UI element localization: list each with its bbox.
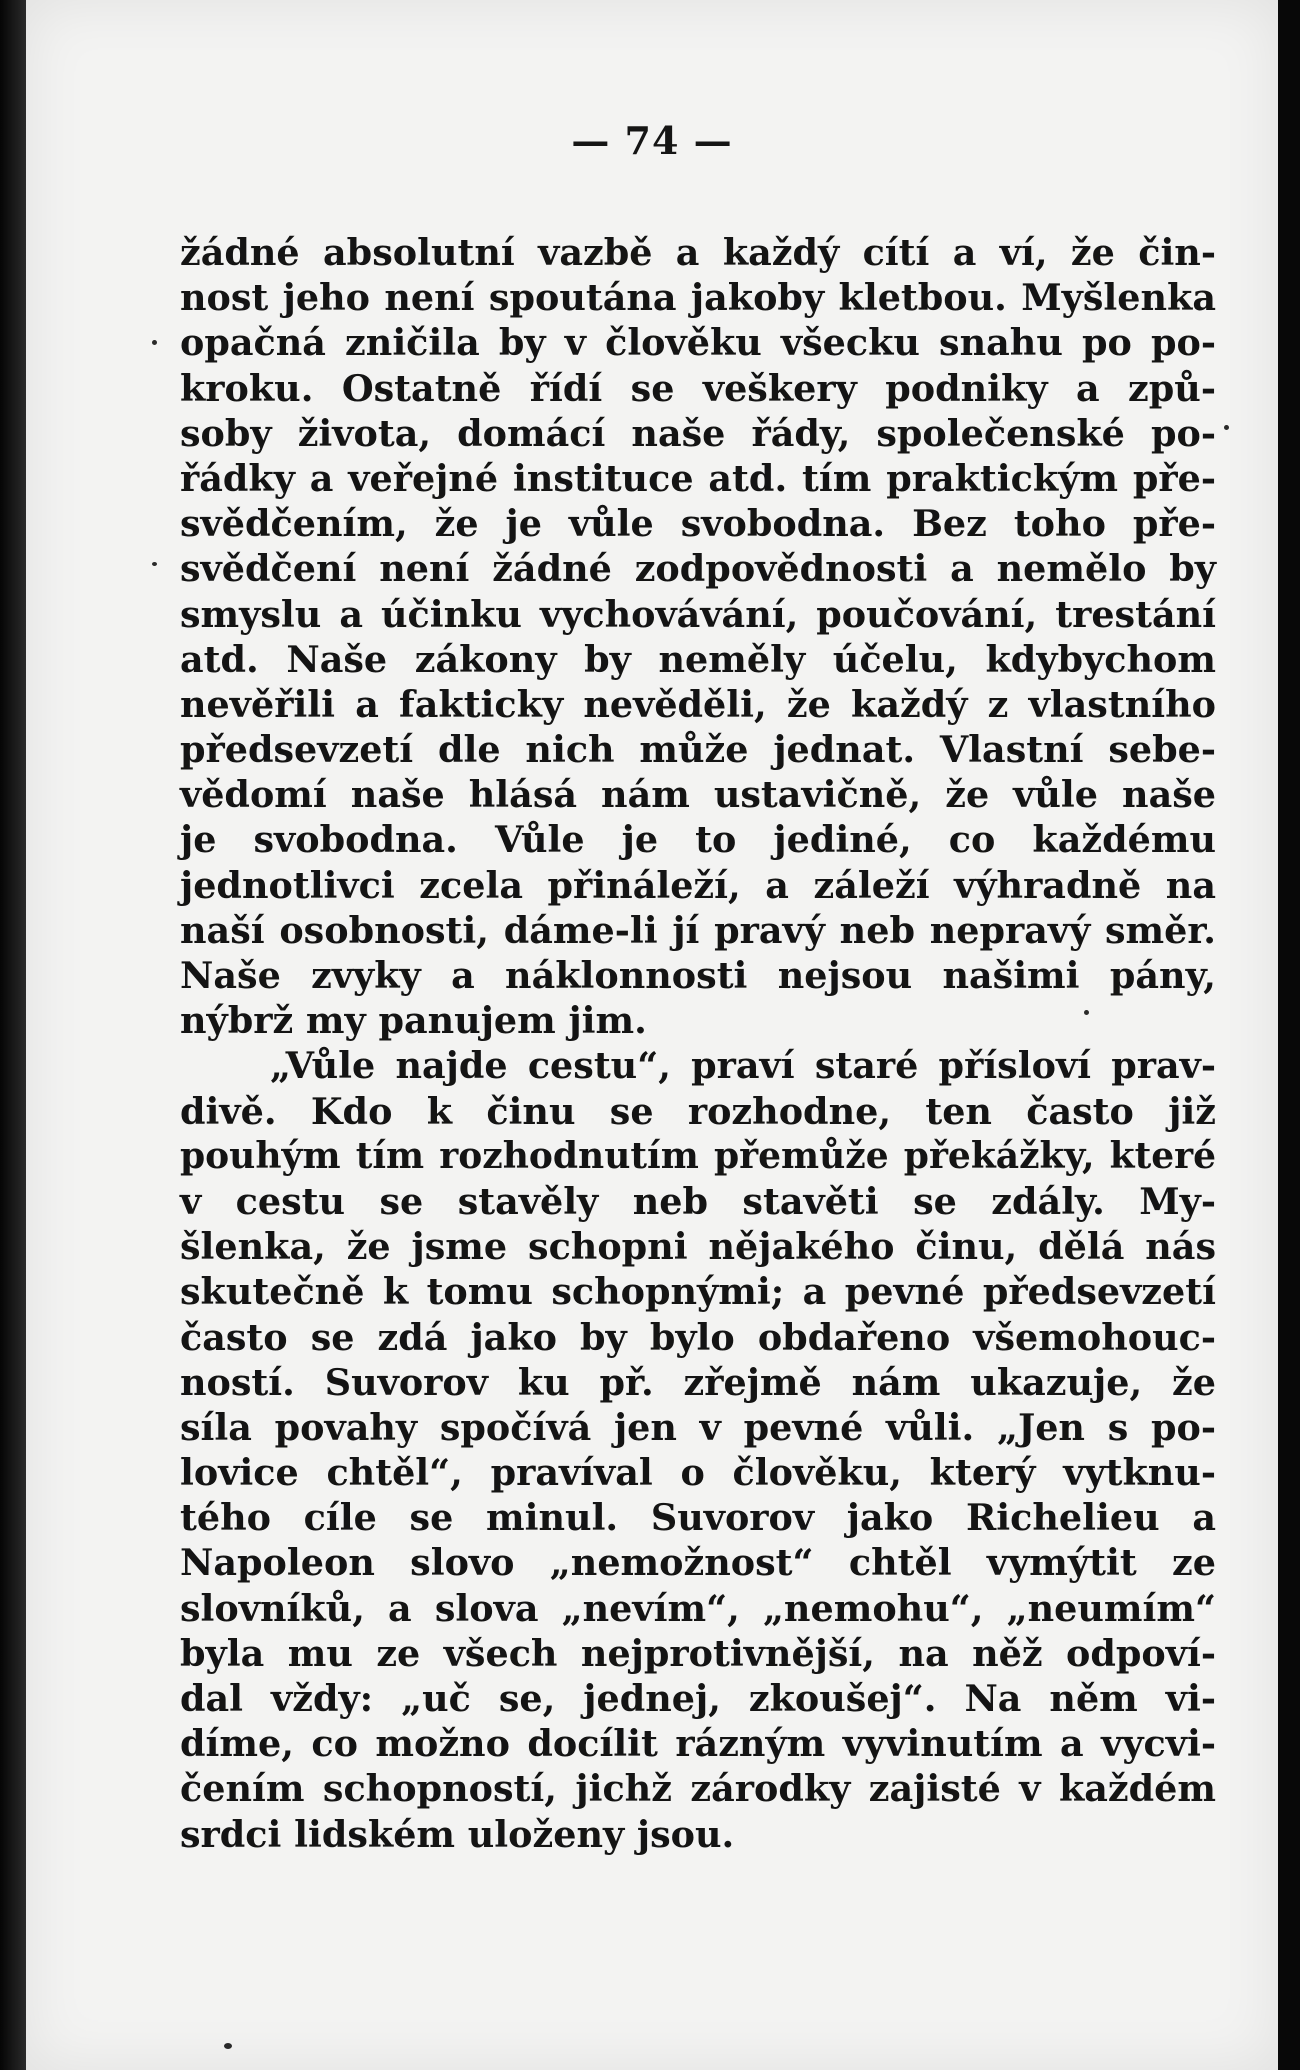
print-speck	[224, 2043, 232, 2049]
text-line: svědčení není žádné zodpovědnosti a nemělo by	[180, 547, 1216, 591]
text-line: díme, co možno docílit rázným vyvinutím a vycvi-	[180, 1722, 1216, 1766]
text-line: v cestu se stavěly neb stavěti se zdály. My-	[180, 1179, 1216, 1223]
text-line: vědomí naše hlásá nám ustavičně, že vůle naše	[180, 773, 1216, 817]
text-line: kroku. Ostatně řídí se veškery podniky a způ-	[180, 366, 1216, 410]
scan-left-edge	[0, 0, 26, 2070]
text-line: smyslu a účinku vychovávání, poučování, trestání	[180, 592, 1216, 636]
text-line: předsevzetí dle nich může jednat. Vlastní sebe-	[180, 728, 1216, 772]
text-line: řádky a veřejné instituce atd. tím praktickým pře-	[180, 456, 1216, 500]
text-line: atd. Naše zákony by neměly účelu, kdybychom	[180, 637, 1216, 681]
text-line: srdci lidském uloženy jsou.	[180, 1812, 735, 1856]
text-line: lovice chtěl“, pravíval o člověku, který vytknu-	[180, 1451, 1216, 1495]
scan-right-edge	[1278, 0, 1300, 2070]
text-line: divě. Kdo k činu se rozhodne, ten často již	[180, 1089, 1216, 1133]
text-line: Napoleon slovo „nemožnost“ chtěl vymýtit ze	[180, 1541, 1216, 1585]
text-line: je svobodna. Vůle je to jediné, co každému	[180, 818, 1216, 862]
text-line: opačná zničila by v člověku všecku snahu po po-	[180, 321, 1216, 365]
print-speck	[1224, 425, 1229, 430]
text-line: skutečně k tomu schopnými; a pevné předsevzetí	[180, 1270, 1216, 1314]
text-line: šlenka, že jsme schopni nějakého činu, dělá nás	[180, 1225, 1216, 1269]
print-speck	[1084, 1010, 1089, 1015]
text-line: často se zdá jako by bylo obdařeno všemohouc-	[180, 1315, 1216, 1359]
text-line: byla mu ze všech nejprotivnější, na něž odpoví-	[180, 1631, 1216, 1675]
text-line: nevěřili a fakticky nevěděli, že každý z vlastního	[180, 682, 1216, 726]
text-line: nost jeho není spoutána jakoby kletbou. Myšlenka	[180, 276, 1216, 320]
print-speck	[152, 340, 157, 345]
text-line: žádné absolutní vazbě a každý cítí a ví, že čin-	[180, 231, 1216, 274]
text-line: soby života, domácí naše řády, společenské po-	[180, 411, 1216, 455]
text-line: čením schopností, jichž zárodky zajisté v každém	[180, 1767, 1216, 1811]
text-line: tého cíle se minul. Suvorov jako Richelieu a	[180, 1496, 1216, 1540]
text-line: jednotlivci zcela přináleží, a záleží výhradně na	[180, 863, 1216, 907]
text-line: svědčením, že je vůle svobodna. Bez toho pře-	[180, 502, 1216, 546]
text-line: ností. Suvorov ku př. zřejmě nám ukazuje, že	[180, 1360, 1216, 1404]
page-number: — 74 —	[571, 118, 733, 163]
body-text	[180, 230, 1216, 1857]
text-line: pouhým tím rozhodnutím přemůže překážky, které	[180, 1134, 1216, 1177]
text-line: slovníků, a slova „nevím“, „nemohu“, „neumím“	[180, 1586, 1216, 1630]
print-speck	[152, 562, 157, 566]
text-line: „Vůle najde cestu“, praví staré přísloví prav-	[270, 1044, 1216, 1088]
text-line: síla povahy spočívá jen v pevné vůli. „Jen s po-	[180, 1405, 1216, 1449]
book-page	[26, 0, 1278, 2070]
text-line: Naše zvyky a náklonnosti nejsou našimi pány,	[180, 954, 1216, 997]
text-line: nýbrž my panujem jim.	[180, 999, 647, 1043]
text-line: dal vždy: „uč se, jednej, zkoušej“. Na něm vi-	[180, 1677, 1216, 1720]
text-line: naší osobnosti, dáme-li jí pravý neb nepravý směr.	[180, 908, 1216, 952]
